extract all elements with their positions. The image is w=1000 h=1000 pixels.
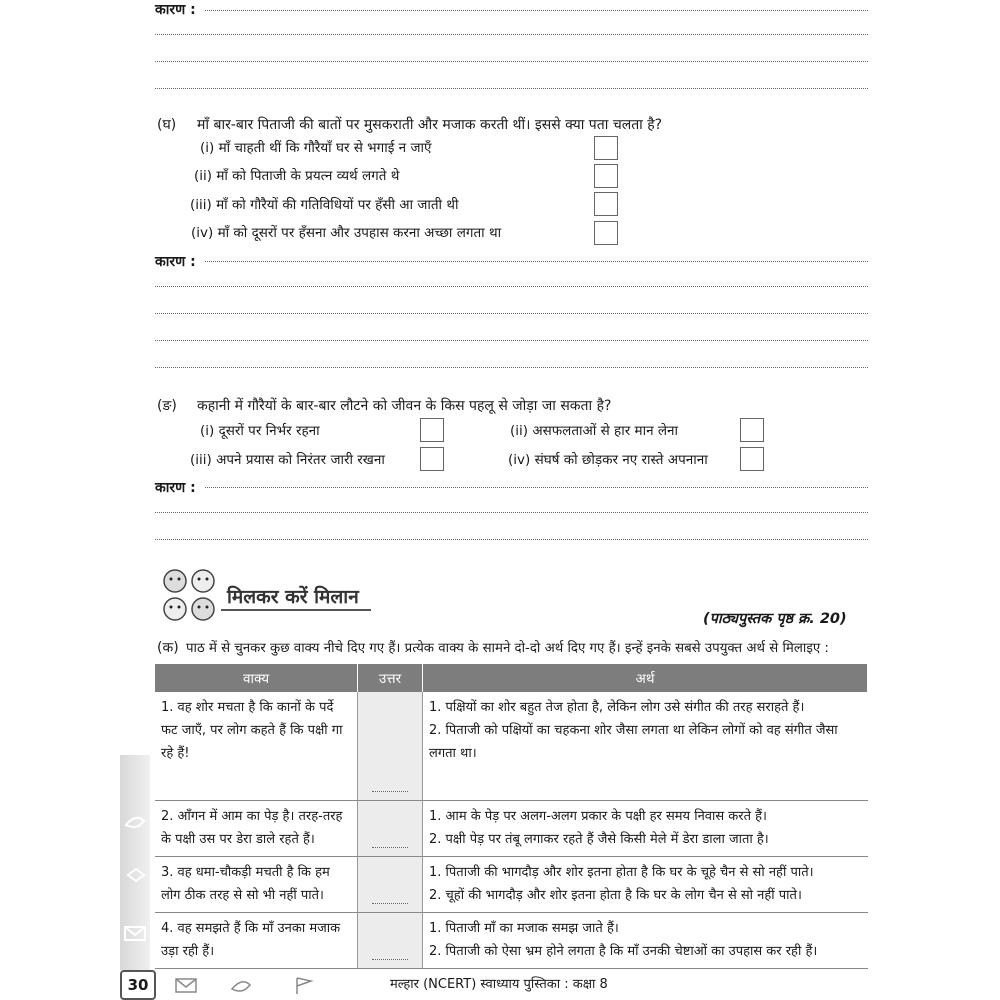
sentence-cell: 2. आँगन में आम का पेड़ है। तरह-तरह के पक्षी उस पर डेरा डाले रहते हैं।: [155, 800, 358, 856]
question-marker: (ङ): [157, 398, 177, 414]
bird-icon: [232, 982, 250, 991]
option-text: (iv) संघर्ष को छोड़कर नए रास्ते अपनाना: [508, 452, 708, 468]
sentence-cell: 1. वह शोर मचता है कि कानों के पर्दे फट जाएँ, पर लोग कहते हैं कि पक्षी गा रहे हैं!: [155, 692, 358, 800]
answer-checkbox[interactable]: [420, 418, 444, 442]
answer-line[interactable]: [155, 286, 868, 287]
option-text: (iv) माँ को दूसरों पर हँसना और उपहास करना अच्छा लगता था: [191, 225, 502, 241]
page-number: 30: [120, 970, 156, 1000]
instruction-marker: (क): [157, 640, 179, 656]
question-marker: (घ): [157, 117, 177, 133]
answer-line[interactable]: [205, 261, 868, 262]
answer-checkbox[interactable]: [420, 447, 444, 471]
answer-cell[interactable]: [358, 912, 423, 968]
meaning-option: 1. पिताजी माँ का मजाक समझ जाते हैं।: [429, 920, 619, 936]
sidebar-icons: [120, 755, 150, 970]
decorative-sidebar: [120, 755, 150, 970]
sentence-cell: 3. वह धमा-चौकड़ी मचती है कि हम लोग ठीक तरह से सो भी नहीं पाते।: [155, 856, 358, 912]
answer-checkbox[interactable]: [594, 136, 618, 160]
section-banner: [155, 565, 370, 625]
option-text: (i) दूसरों पर निर्भर रहना: [200, 423, 320, 439]
bird-icon: [126, 818, 144, 827]
answer-checkbox[interactable]: [594, 164, 618, 188]
meaning-option: 1. आम के पेड़ पर अलग-अलग प्रकार के पक्षी हर समय निवास करते हैं।: [429, 808, 767, 824]
answer-line[interactable]: [155, 340, 868, 341]
table-row: [155, 692, 868, 800]
answer-line[interactable]: [155, 88, 868, 89]
option-text: (i) माँ चाहती थीं कि गौरैयाँ घर से भगाई न जाएँ: [200, 140, 432, 156]
footer-text: मल्हार (NCERT) स्वाध्याय पुस्तिका : कक्षा 8: [390, 977, 608, 992]
answer-line[interactable]: [155, 512, 868, 513]
answer-line[interactable]: [155, 367, 868, 368]
answer-line[interactable]: [372, 847, 408, 848]
answer-line[interactable]: [372, 903, 408, 904]
column-header-meaning: अर्थ: [423, 664, 868, 692]
reason-label: कारण :: [155, 2, 196, 18]
option-text: (ii) असफलताओं से हार मान लेना: [510, 423, 678, 439]
meaning-option: 2. पक्षी पेड़ पर तंबू लगाकर रहते हैं जैसे किसी मेले में डेरा डाला जाता है।: [429, 831, 769, 847]
answer-line[interactable]: [155, 313, 868, 314]
answer-checkbox[interactable]: [594, 221, 618, 245]
table-row: [155, 800, 868, 856]
answer-line[interactable]: [205, 487, 868, 488]
title-underline: [221, 609, 371, 611]
meaning-option: 2. पिताजी को पक्षियों का चहकना शोर जैसा लगता था लेकिन लोगों को वह संगीत जैसा लगता था।: [429, 723, 838, 761]
question-text: कहानी में गौरैयों के बार-बार लौटने को जीवन के किस पहलू से जोड़ा जा सकता है?: [197, 398, 612, 414]
meaning-cell: [423, 800, 868, 856]
reason-label: कारण :: [155, 480, 196, 496]
table-row: [155, 912, 868, 968]
answer-cell[interactable]: [358, 856, 423, 912]
option-text: (iii) अपने प्रयास को निरंतर जारी रखना: [190, 452, 385, 468]
sentence-cell: 4. वह समझते हैं कि माँ उनका मजाक उड़ा रही हैं।: [155, 912, 358, 968]
meaning-cell: [423, 692, 868, 800]
meaning-option: 1. पक्षियों का शोर बहुत तेज होता है, लेकिन लोग उसे संगीत की तरह सराहते हैं।: [429, 700, 805, 715]
question-text: माँ बार-बार पिताजी की बातों पर मुसकराती और मजाक करती थीं। इससे क्या पता चलता है?: [197, 117, 663, 133]
children-illustration-icon: [155, 565, 225, 625]
column-header-answer: उत्तर: [358, 664, 423, 692]
column-header-sentence: वाक्य: [155, 664, 358, 692]
answer-line[interactable]: [205, 10, 868, 11]
section-title: मिलकर करें मिलान: [227, 586, 359, 608]
footer-icons: [172, 974, 332, 996]
reason-label: कारण :: [155, 254, 196, 270]
answer-line[interactable]: [155, 539, 868, 540]
answer-cell[interactable]: [358, 800, 423, 856]
answer-line[interactable]: [372, 959, 408, 960]
meaning-option: 1. पिताजी की भागदौड़ और शोर इतना होता है कि घर के चूहे चैन से सो नहीं पाते।: [429, 864, 814, 880]
answer-checkbox[interactable]: [740, 447, 764, 471]
flag-icon: [297, 978, 311, 994]
answer-checkbox[interactable]: [594, 192, 618, 216]
flag-icon: [128, 869, 144, 881]
meaning-option: 2. पिताजी को ऐसा भ्रम होने लगता है कि माँ उनकी चेष्टाओं का उपहास कर रही हैं।: [429, 943, 818, 959]
option-text: (ii) माँ को पिताजी के प्रयत्न व्यर्थ लगते थे: [194, 168, 400, 184]
meaning-cell: [423, 856, 868, 912]
answer-line[interactable]: [372, 791, 408, 792]
answer-checkbox[interactable]: [740, 418, 764, 442]
meaning-cell: [423, 912, 868, 968]
meaning-option: 2. चूहों की भागदौड़ और शोर इतना होता है कि घर के लोग चैन से सो नहीं पाते।: [429, 887, 802, 903]
answer-line[interactable]: [155, 34, 868, 35]
answer-cell[interactable]: [358, 692, 423, 800]
page-reference: (पाठ्यपुस्तक पृष्ठ क्र. 20): [703, 611, 847, 627]
table-row: [155, 856, 868, 912]
option-text: (iii) माँ को गौरैयों की गतिविधियों पर हँसी आ जाती थी: [190, 197, 459, 213]
instruction-text: पाठ में से चुनकर कुछ वाक्य नीचे दिए गए हैं। प्रत्येक वाक्य के सामने दो-दो अर्थ दिए गए हैं। इन्हें इनके सबसे उपयुक्त अर्थ से मिलाइए :: [186, 641, 829, 656]
answer-line[interactable]: [155, 61, 868, 62]
matching-table: [155, 664, 868, 969]
